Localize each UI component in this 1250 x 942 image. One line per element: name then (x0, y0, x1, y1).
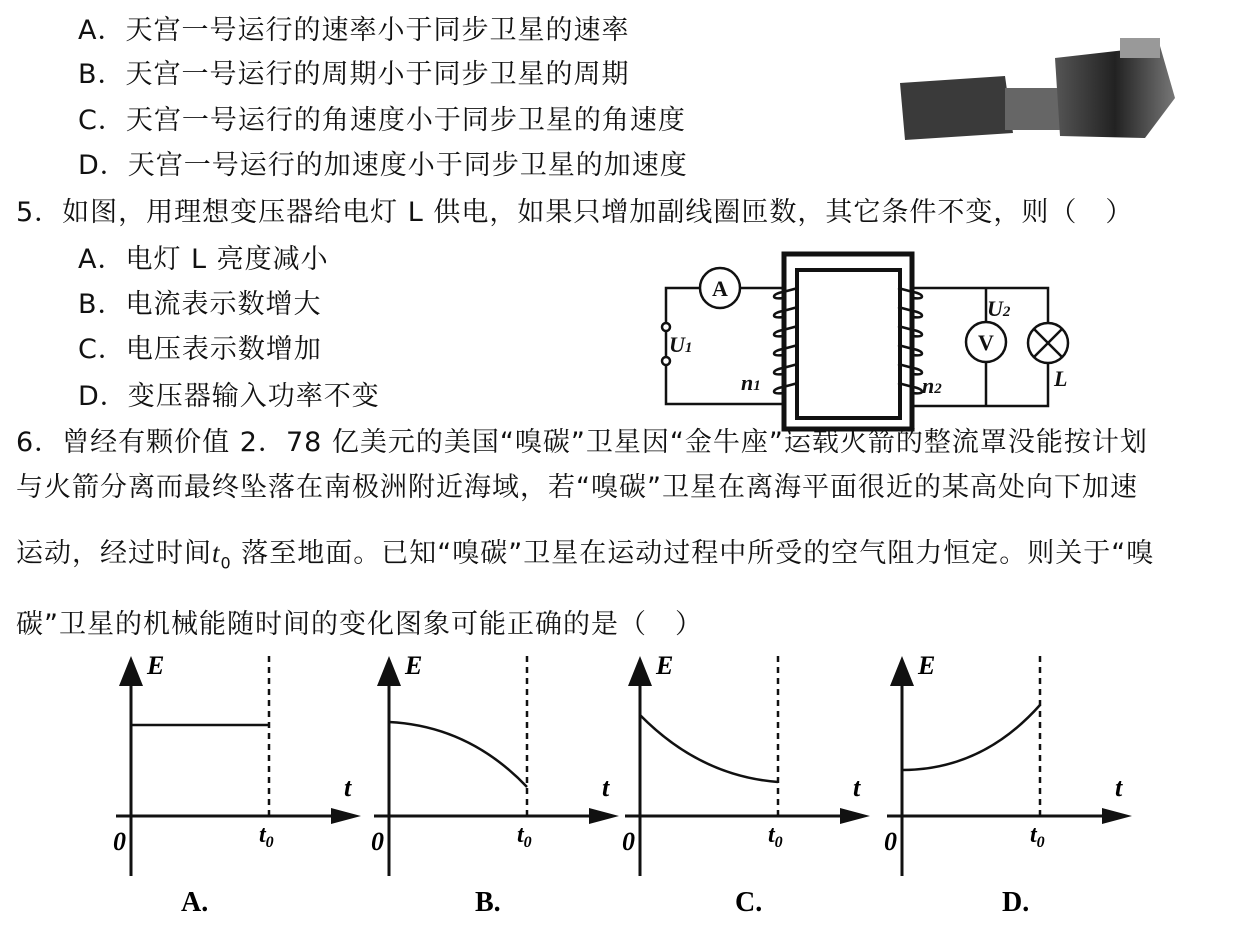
voltmeter-label: V (978, 330, 994, 355)
lamp-label: L (1054, 366, 1068, 391)
ammeter-label: A (712, 276, 728, 301)
energy-curve (902, 705, 1040, 770)
u2-label: U2 (987, 296, 1011, 321)
u1-label: U1 (669, 332, 693, 357)
q4-option-c: C．天宫一号运行的角速度小于同步卫星的角速度 (78, 105, 686, 136)
y-axis-arrow-icon (890, 656, 914, 686)
x-axis-label: t (602, 773, 610, 802)
energy-graphs (0, 640, 1250, 942)
q6-line-3: 运动，经过时间$t_0$ 落至地面。已知“嗅碳”卫星在运动过程中所受的空气阻力恒定。则关于“嗅 (16, 538, 1155, 573)
q5-option-b: B．电流表示数增大 (78, 289, 322, 320)
origin-label: 0 (884, 827, 897, 856)
graph-option-label: B. (475, 887, 501, 918)
t0-label: $t_0$ (768, 822, 783, 851)
q4-option-b: B．天宫一号运行的周期小于同步卫星的周期 (78, 59, 630, 90)
x-axis-label: t (853, 773, 861, 802)
q4-option-a: A．天宫一号运行的速率小于同步卫星的速率 (78, 15, 630, 46)
energy-curve (389, 722, 527, 787)
graph-d (884, 651, 1132, 918)
y-axis-arrow-icon (628, 656, 652, 686)
graph-option-label: D. (1002, 887, 1030, 918)
n2-label: n2 (922, 373, 942, 398)
energy-curve (640, 715, 778, 782)
q6-line-2: 与火箭分离而最终坠落在南极洲附近海域，若“嗅碳”卫星在离海平面很近的某高处向下加速 (16, 472, 1138, 503)
graph-a (113, 651, 361, 918)
graph-option-label: C. (735, 887, 763, 918)
x-axis-arrow-icon (1102, 808, 1132, 824)
y-axis-label: E (918, 651, 936, 680)
x-axis-arrow-icon (331, 808, 361, 824)
q5-option-a: A．电灯 L 亮度减小 (78, 244, 329, 275)
graph-c (622, 651, 870, 918)
graph-option-label: A. (181, 887, 209, 918)
x-axis-label: t (344, 773, 352, 802)
t0-label: $t_0$ (517, 822, 532, 851)
y-axis-label: E (147, 651, 165, 680)
x-axis-label: t (1115, 773, 1123, 802)
q5-option-c: C．电压表示数增加 (78, 334, 322, 365)
t0-label: $t_0$ (259, 822, 274, 851)
graph-b (371, 651, 619, 918)
q6-line-4: 碳”卫星的机械能随时间的变化图象可能正确的是（ ） (16, 609, 703, 640)
y-axis-label: E (405, 651, 423, 680)
q6-line-1: 6．曾经有颗价值 2．78 亿美元的美国“嗅碳”卫星因“金牛座”运载火箭的整流罩没能按计划 (16, 427, 1148, 458)
q5-stem: 5．如图，用理想变压器给电灯 L 供电，如果只增加副线圈匝数，其它条件不变，则（ ） (16, 197, 1134, 228)
y-axis-arrow-icon (119, 656, 143, 686)
origin-label: 0 (622, 827, 635, 856)
y-axis-label: E (656, 651, 674, 680)
n1-label: n1 (741, 370, 761, 395)
transformer-circuit (0, 0, 1250, 440)
origin-label: 0 (371, 827, 384, 856)
x-axis-arrow-icon (840, 808, 870, 824)
q4-option-d: D．天宫一号运行的加速度小于同步卫星的加速度 (78, 150, 688, 181)
x-axis-arrow-icon (589, 808, 619, 824)
t0-label: $t_0$ (1030, 822, 1045, 851)
q5-option-d: D．变压器输入功率不变 (78, 381, 380, 412)
y-axis-arrow-icon (377, 656, 401, 686)
origin-label: 0 (113, 827, 126, 856)
